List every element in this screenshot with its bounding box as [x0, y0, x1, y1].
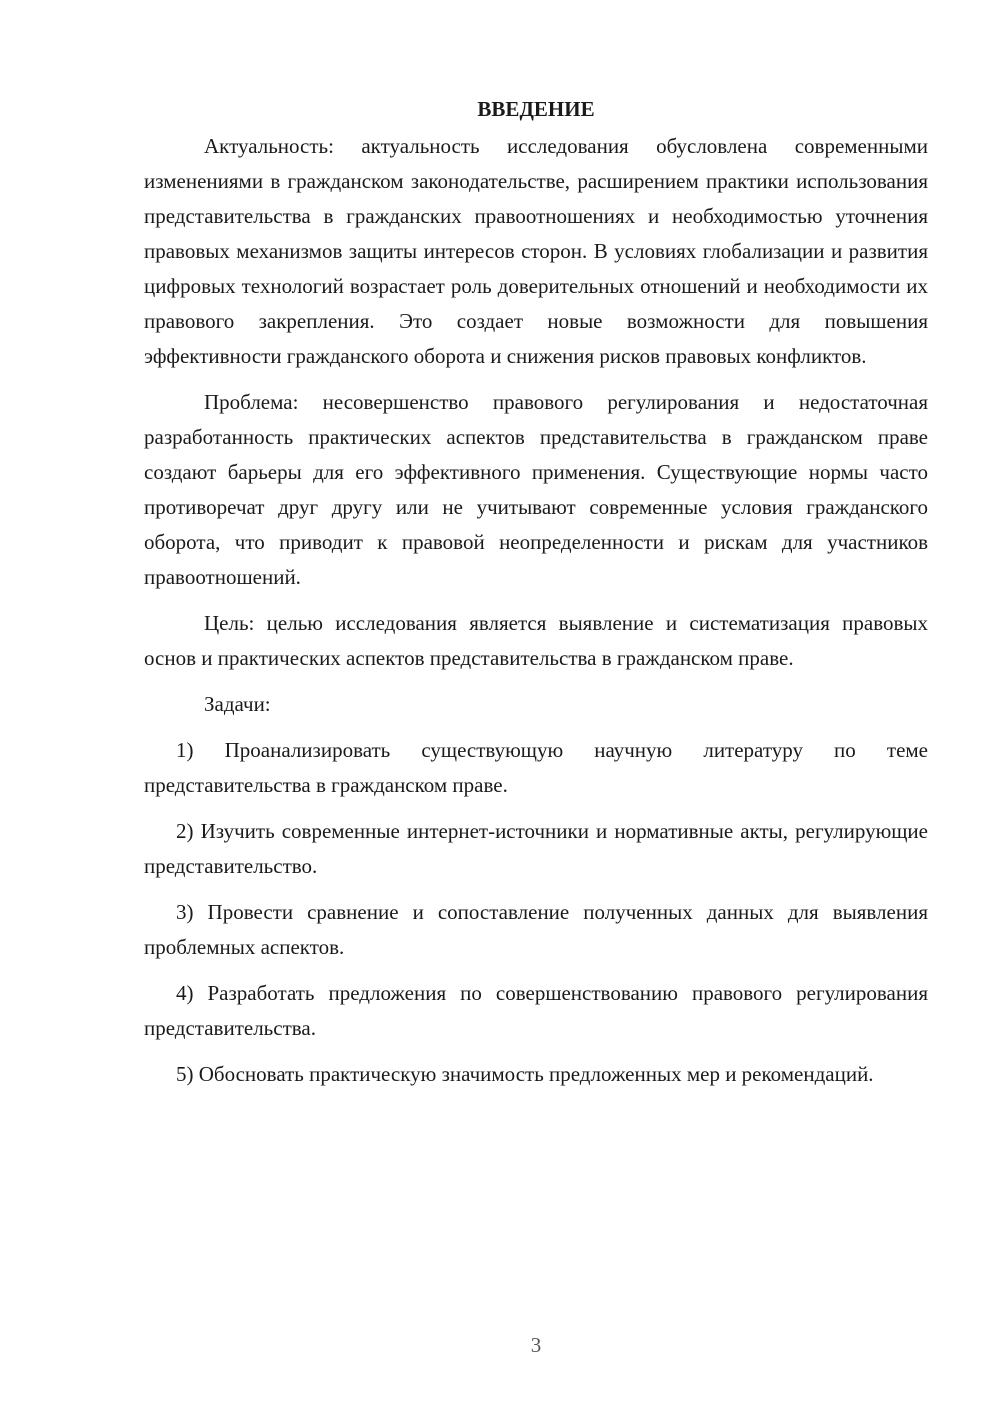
task-item-1: 1) Проанализировать существующую научную литературу по теме представительства в гражданском праве.: [144, 738, 928, 797]
document-page: [144, 92, 928, 1103]
task-item-2: 2) Изучить современные интернет-источники и нормативные акты, регулирующие представительство.: [144, 819, 928, 878]
page-number: 3: [530, 1333, 542, 1357]
section-title: ВВЕДЕНИЕ: [477, 97, 595, 121]
task-item-4: 4) Разработать предложения по совершенствованию правового регулирования представительства.: [144, 981, 928, 1040]
paragraph-goal: Цель: целью исследования является выявление и систематизация правовых основ и практических аспектов представительства в гражданском праве.: [144, 611, 928, 670]
tasks-label: Задачи:: [204, 692, 271, 716]
paragraph-problem: Проблема: несовершенство правового регулирования и недостаточная разработанность практических аспектов представительства в гражданском праве создают барьеры для его эффективного применения. Существующие нормы часто противоречат друг другу или не учитывают современные условия гражданского оборота, что приводит к правовой неопределенности и рискам для участников правоотношений.: [144, 390, 928, 589]
task-item-5: 5) Обосновать практическую значимость предложенных мер и рекомендаций.: [176, 1062, 874, 1086]
paragraph-relevance: Актуальность: актуальность исследования обусловлена современными изменениями в гражданском законодательстве, расширением практики использования представительства в гражданских правоотношениях и необходимостью уточнения правовых механизмов защиты интересов сторон. В условиях глобализации и развития цифровых технологий возрастает роль доверительных отношений и необходимости их правового закрепления. Это создает новые возможности для повышения эффективности гражданского оборота и снижения рисков правовых конфликтов.: [144, 134, 928, 368]
task-item-3: 3) Провести сравнение и сопоставление полученных данных для выявления проблемных аспектов.: [144, 900, 928, 959]
